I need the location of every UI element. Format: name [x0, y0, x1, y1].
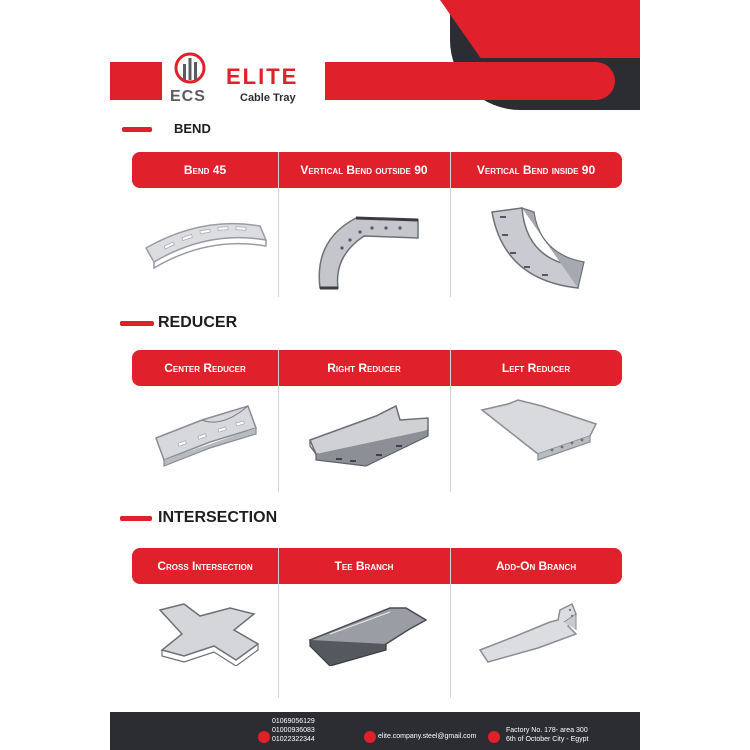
phone-number: 01069056129	[272, 718, 315, 725]
left-reducer-label: Left Reducer	[501, 361, 571, 375]
email-icon	[364, 731, 376, 743]
cross-intersection-label: Cross Intersection	[157, 559, 253, 573]
building-logo-icon	[174, 52, 206, 84]
section-title-intersection: INTERSECTION	[158, 509, 278, 526]
right-reducer-label: Right Reducer	[327, 361, 401, 375]
contact-footer	[110, 712, 640, 750]
vertical-bend-inside-label: Vertical Bend inside 90	[476, 163, 596, 177]
column-divider	[450, 152, 451, 297]
vertical-bend-inside-tray-icon	[482, 204, 592, 294]
left-reducer-tray-icon	[478, 398, 602, 462]
section-marker	[120, 516, 152, 521]
column-divider	[278, 548, 279, 698]
section-marker	[120, 321, 154, 326]
column-divider	[450, 350, 451, 492]
column-divider	[278, 350, 279, 492]
company-logo	[170, 52, 210, 108]
center-reducer-tray-icon	[152, 398, 260, 468]
column-divider	[278, 152, 279, 297]
address-line-1: Factory No. 178- area 300	[506, 727, 588, 734]
cross-intersection-tray-icon	[154, 600, 264, 666]
phone-number: 01000936083	[272, 727, 315, 734]
tee-branch-tray-icon	[306, 600, 432, 666]
bend-45-tray-icon	[142, 210, 270, 270]
center-reducer-label: Center Reducer	[164, 361, 246, 375]
address-line-2: 6th of October City - Egypt	[506, 736, 589, 743]
add-on-branch-label: Add-On Branch	[495, 559, 577, 573]
brand-subtitle: Cable Tray	[240, 92, 296, 104]
vertical-bend-outside-label: Vertical Bend outside 90	[300, 163, 428, 177]
section-marker	[122, 127, 152, 132]
phone-icon	[258, 731, 270, 743]
phone-number: 01022322344	[272, 736, 315, 743]
vertical-bend-outside-tray-icon	[306, 206, 428, 292]
logo-text: ECS	[170, 88, 206, 105]
intersection-header-bar	[132, 548, 622, 584]
email-address: elite.company.steel@gmail.com	[378, 733, 477, 740]
reducer-header-bar	[132, 350, 622, 386]
column-divider	[450, 548, 451, 698]
section-title-bend: BEND	[174, 121, 211, 136]
tee-branch-label: Tee Branch	[334, 559, 394, 573]
catalog-page	[110, 0, 640, 750]
location-icon	[488, 731, 500, 743]
section-title-reducer: REDUCER	[158, 314, 238, 331]
bend-45-label: Bend 45	[183, 163, 227, 177]
bend-header-bar	[132, 152, 622, 188]
right-reducer-tray-icon	[306, 400, 432, 474]
add-on-branch-tray-icon	[476, 600, 592, 666]
header-red-band	[325, 62, 615, 100]
brand-name: ELITE	[226, 64, 299, 89]
header-red-left-block	[110, 62, 162, 100]
